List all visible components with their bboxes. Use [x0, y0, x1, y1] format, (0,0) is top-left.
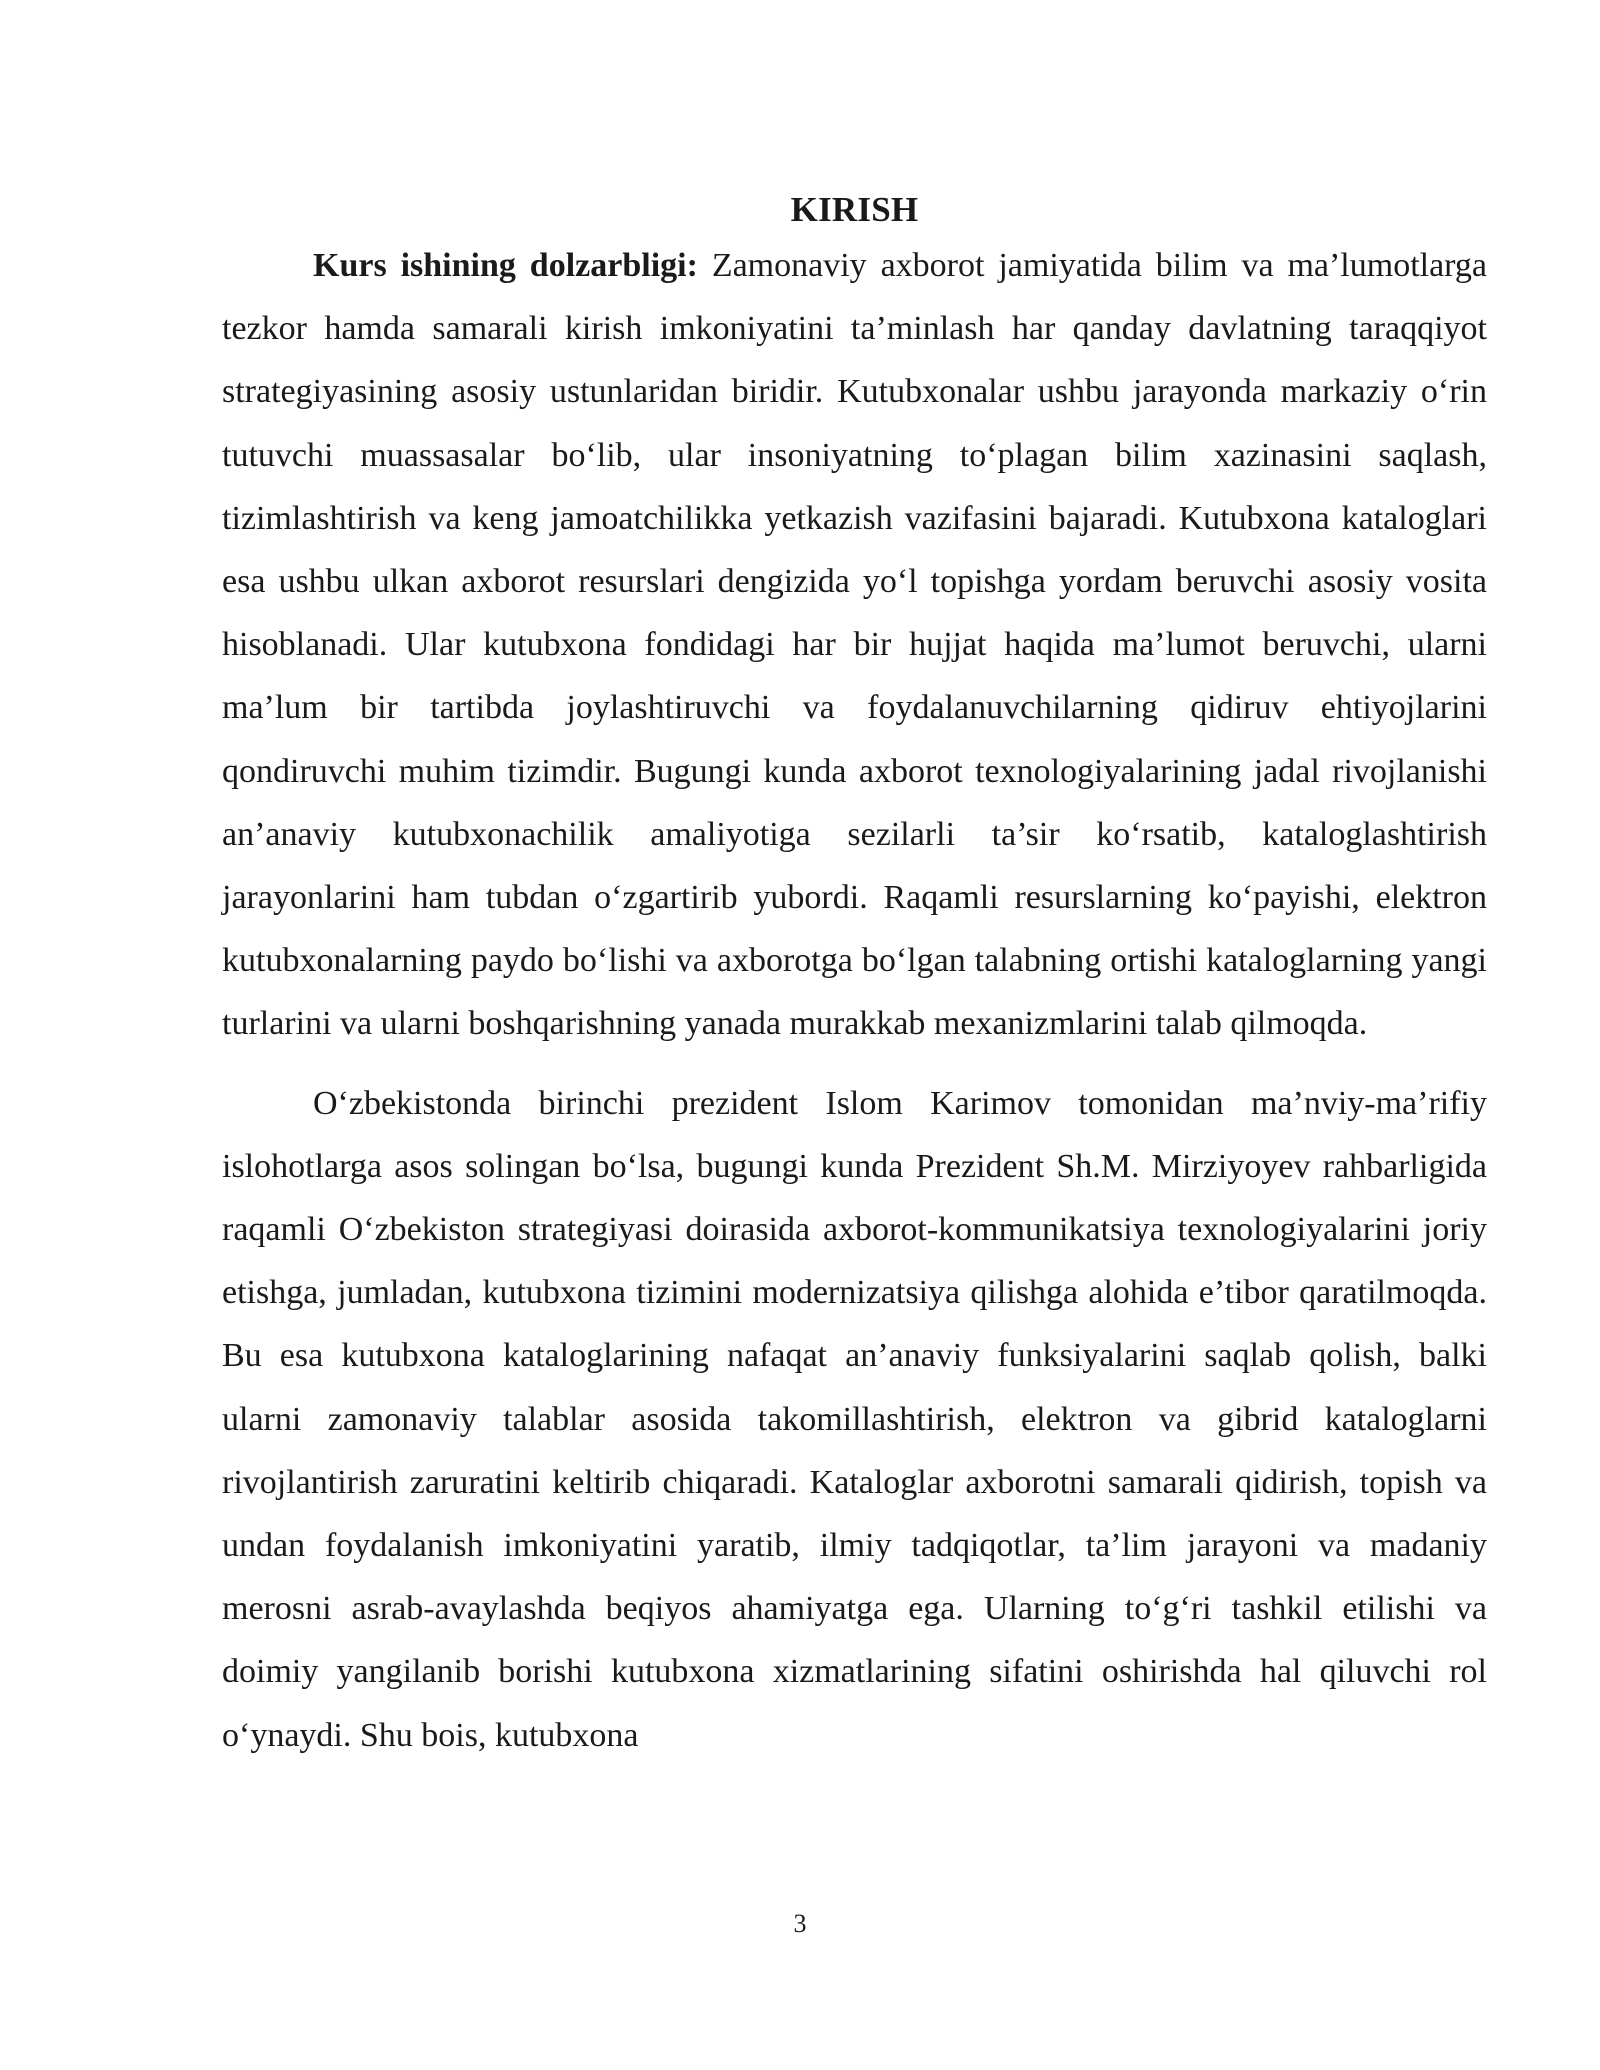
paragraph-lead: Kurs ishining dolzarbligi: — [313, 247, 698, 284]
paragraph-text: Zamonaviy axborot jamiyatida bilim va ma’lumotlarga tezkor hamda samarali kirish imkoniyatini ta’minlash har qanday davlatning taraqqiyot strategiyasining asosiy ustunlaridan biridir. Kutubxonalar ushbu jarayonda markaziy o‘rin tutuvchi muassasalar bo‘lib, ular insoniyatning to‘plagan bilim xazinasini saqlash, tizimlashtirish va keng jamoatchilikka yetkazish vazifasini bajaradi. Kutubxona kataloglari esa ushbu ulkan axborot resurslari dengizida yo‘l topishga yordam beruvchi asosiy vosita hisoblanadi. Ular kutubxona fondidagi har bir hujjat haqida ma’lumot beruvchi, ularni ma’lum bir tartibda joylashtiruvchi va foydalanuvchilarning qidiruv ehtiyojlarini qondiruvchi muhim tizimdir. Bugungi kunda axborot texnologiyalarining jadal rivojlanishi an’anaviy kutubxonachilik amaliyotiga sezilarli ta’sir ko‘rsatib, kataloglashtirish jarayonlarini ham tubdan o‘zgartirib yubordi. Raqamli resurslarning ko‘payishi, elektron kutubxonalarning paydo bo‘lishi va axborotga bo‘lgan talabning ortishi kataloglarning yangi turlarini va ularni boshqarishning yanada murakkab mexanizmlarini talab qilmoqda. — [222, 247, 1487, 1043]
section-title: KIRISH — [790, 190, 919, 229]
page-body — [222, 186, 1487, 1767]
paragraph-text: O‘zbekistonda birinchi prezident Islom Karimov tomonidan ma’nviy-ma’rifiy islohotlarga asos solingan bo‘lsa, bugungi kunda Prezident Sh.M. Mirziyoyev rahbarligida raqamli O‘zbekiston strategiyasi doirasida axborot-kommunikatsiya texnologiyalarini joriy etishga, jumladan, kutubxona tizimini modernizatsiya qilishga alohida e’tibor qaratilmoqda. Bu esa kutubxona kataloglarining nafaqat an’anaviy funksiyalarini saqlab qolish, balki ularni zamonaviy talablar asosida takomillashtirish, elektron va gibrid kataloglarni rivojlantirish zaruratini keltirib chiqaradi. Kataloglar axborotni samarali qidirish, topish va undan foydalanish imkoniyatini yaratib, ilmiy tadqiqotlar, ta’lim jarayoni va madaniy merosni asrab-avaylashda beqiyos ahamiyatga ega. Ularning to‘g‘ri tashkil etilishi va doimiy yangilanib borishi kutubxona xizmatlarining sifatini oshirishda hal qiluvchi rol o‘ynaydi. Shu bois, kutubxona — [222, 1084, 1487, 1754]
paragraph-uzbekistan — [222, 1072, 1487, 1767]
page-number: 3 — [793, 1909, 807, 1938]
paragraph-relevance — [222, 234, 1487, 1056]
